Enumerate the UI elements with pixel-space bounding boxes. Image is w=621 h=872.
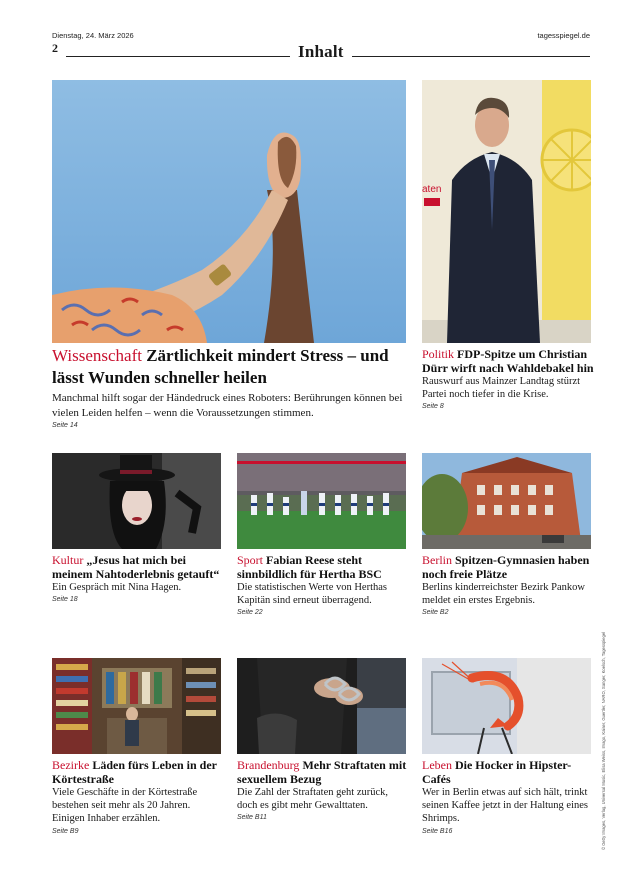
- shop-interior-photo[interactable]: [52, 658, 221, 754]
- headline-text: Mehr Straftaten mit sexuellem Bezug: [237, 758, 407, 786]
- article-teaser: Rauswurf aus Mainzer Landtag stürzt Partei noch tiefer in die Krise.: [422, 376, 581, 401]
- header-rule-right: [352, 56, 590, 57]
- headline-text: Die Hocker in Hipster-Cafés: [422, 758, 572, 786]
- photo-credits: © Getty Images, Verlag, Universal Music, Elisa Weiss, Imago, Kaiser, Guertler, NARO, Sanger, Koelsch, Tagesspiegel: [601, 631, 606, 850]
- headline-text: Läden fürs Leben in der Körtestraße: [52, 758, 217, 786]
- category-label: Berlin: [422, 553, 452, 567]
- category-label: Sport: [237, 553, 264, 567]
- article-teaser: Wer in Berlin etwas auf sich hält, trinkt seinen Kaffee jetzt in der Haltung eines Shrimps.: [422, 787, 588, 825]
- page-reference: Seite B11: [237, 814, 267, 822]
- article-headline[interactable]: [422, 553, 592, 581]
- article-teaser: Viele Geschäfte in der Körtestraße bestehen seit mehr als 20 Jahren. Einigen Inhaber erzählen.: [52, 787, 198, 825]
- page-reference: Seite B16: [422, 827, 453, 835]
- article-headline[interactable]: [52, 553, 224, 581]
- shrimp-stool-photo[interactable]: [422, 658, 591, 754]
- article-teaser: Die statistischen Werte von Herthas Kapitän sind erneut überragend.: [237, 582, 388, 607]
- svg-text:aten: aten: [422, 184, 442, 195]
- page-number: 2: [52, 41, 58, 55]
- article-berlin[interactable]: [422, 553, 592, 616]
- article-headline[interactable]: [52, 345, 412, 389]
- article-headline[interactable]: [237, 553, 411, 581]
- page-reference: Seite 18: [52, 596, 78, 604]
- site-url[interactable]: tagesspiegel.de: [537, 31, 590, 40]
- article-teaser: Manchmal hilft sogar der Händedruck eines Roboters: Berührungen können bei vielen Leiden helfen – wenn die Voraussetzungen stimmen.: [52, 392, 403, 419]
- category-label: Kultur: [52, 553, 84, 567]
- page-reference: Seite B2: [422, 609, 449, 617]
- page-reference: Seite 22: [237, 609, 263, 617]
- category-label: Leben: [422, 758, 452, 772]
- category-label: Wissenschaft: [52, 346, 142, 365]
- headline-text: Zärtlichkeit mindert Stress – und lässt Wunden schneller heilen: [52, 346, 389, 387]
- page-reference: Seite 8: [422, 403, 444, 411]
- category-label: Brandenburg: [237, 758, 300, 772]
- article-teaser: Ein Gespräch mit Nina Hagen.: [52, 582, 182, 593]
- page-reference: Seite B9: [52, 827, 79, 835]
- article-bezirke[interactable]: [52, 758, 224, 835]
- article-headline[interactable]: [422, 347, 594, 375]
- nina-hagen-photo[interactable]: [52, 453, 221, 549]
- headline-text: „Jesus hat mich bei meinem Nahtoderlebnis getauft“: [52, 553, 220, 581]
- politician-photo[interactable]: [422, 80, 591, 343]
- headline-text: Fabian Reese steht sinnbildlich für Hertha BSC: [237, 553, 382, 581]
- article-sport[interactable]: [237, 553, 411, 616]
- headline-text: FDP-Spitze um Christian Dürr wirft nach Wahldebakel hin: [422, 347, 594, 375]
- article-brandenburg[interactable]: [237, 758, 411, 821]
- article-politik[interactable]: [422, 347, 594, 410]
- hands-photo[interactable]: [52, 80, 406, 343]
- header-rule-left: [66, 56, 290, 57]
- category-label: Politik: [422, 347, 455, 361]
- issue-date: Dienstag, 24. März 2026: [52, 31, 134, 40]
- headline-text: Spitzen-Gymnasien haben noch freie Plätze: [422, 553, 590, 581]
- article-teaser: Berlins kinderreichster Bezirk Pankow meldet ein erstes Ergebnis.: [422, 582, 585, 607]
- handcuffs-photo[interactable]: [237, 658, 406, 754]
- page-title: Inhalt: [298, 42, 344, 61]
- school-building-photo[interactable]: [422, 453, 591, 549]
- article-leben[interactable]: [422, 758, 592, 835]
- article-wissenschaft[interactable]: [52, 345, 412, 429]
- hertha-team-photo[interactable]: [237, 453, 406, 549]
- category-label: Bezirke: [52, 758, 90, 772]
- page-reference: Seite 14: [52, 422, 78, 429]
- article-kultur[interactable]: [52, 553, 224, 603]
- article-teaser: Die Zahl der Straftaten geht zurück, doch es gibt mehr Gewalttaten.: [237, 787, 389, 812]
- article-headline[interactable]: [52, 758, 224, 786]
- article-headline[interactable]: [237, 758, 411, 786]
- article-headline[interactable]: [422, 758, 592, 786]
